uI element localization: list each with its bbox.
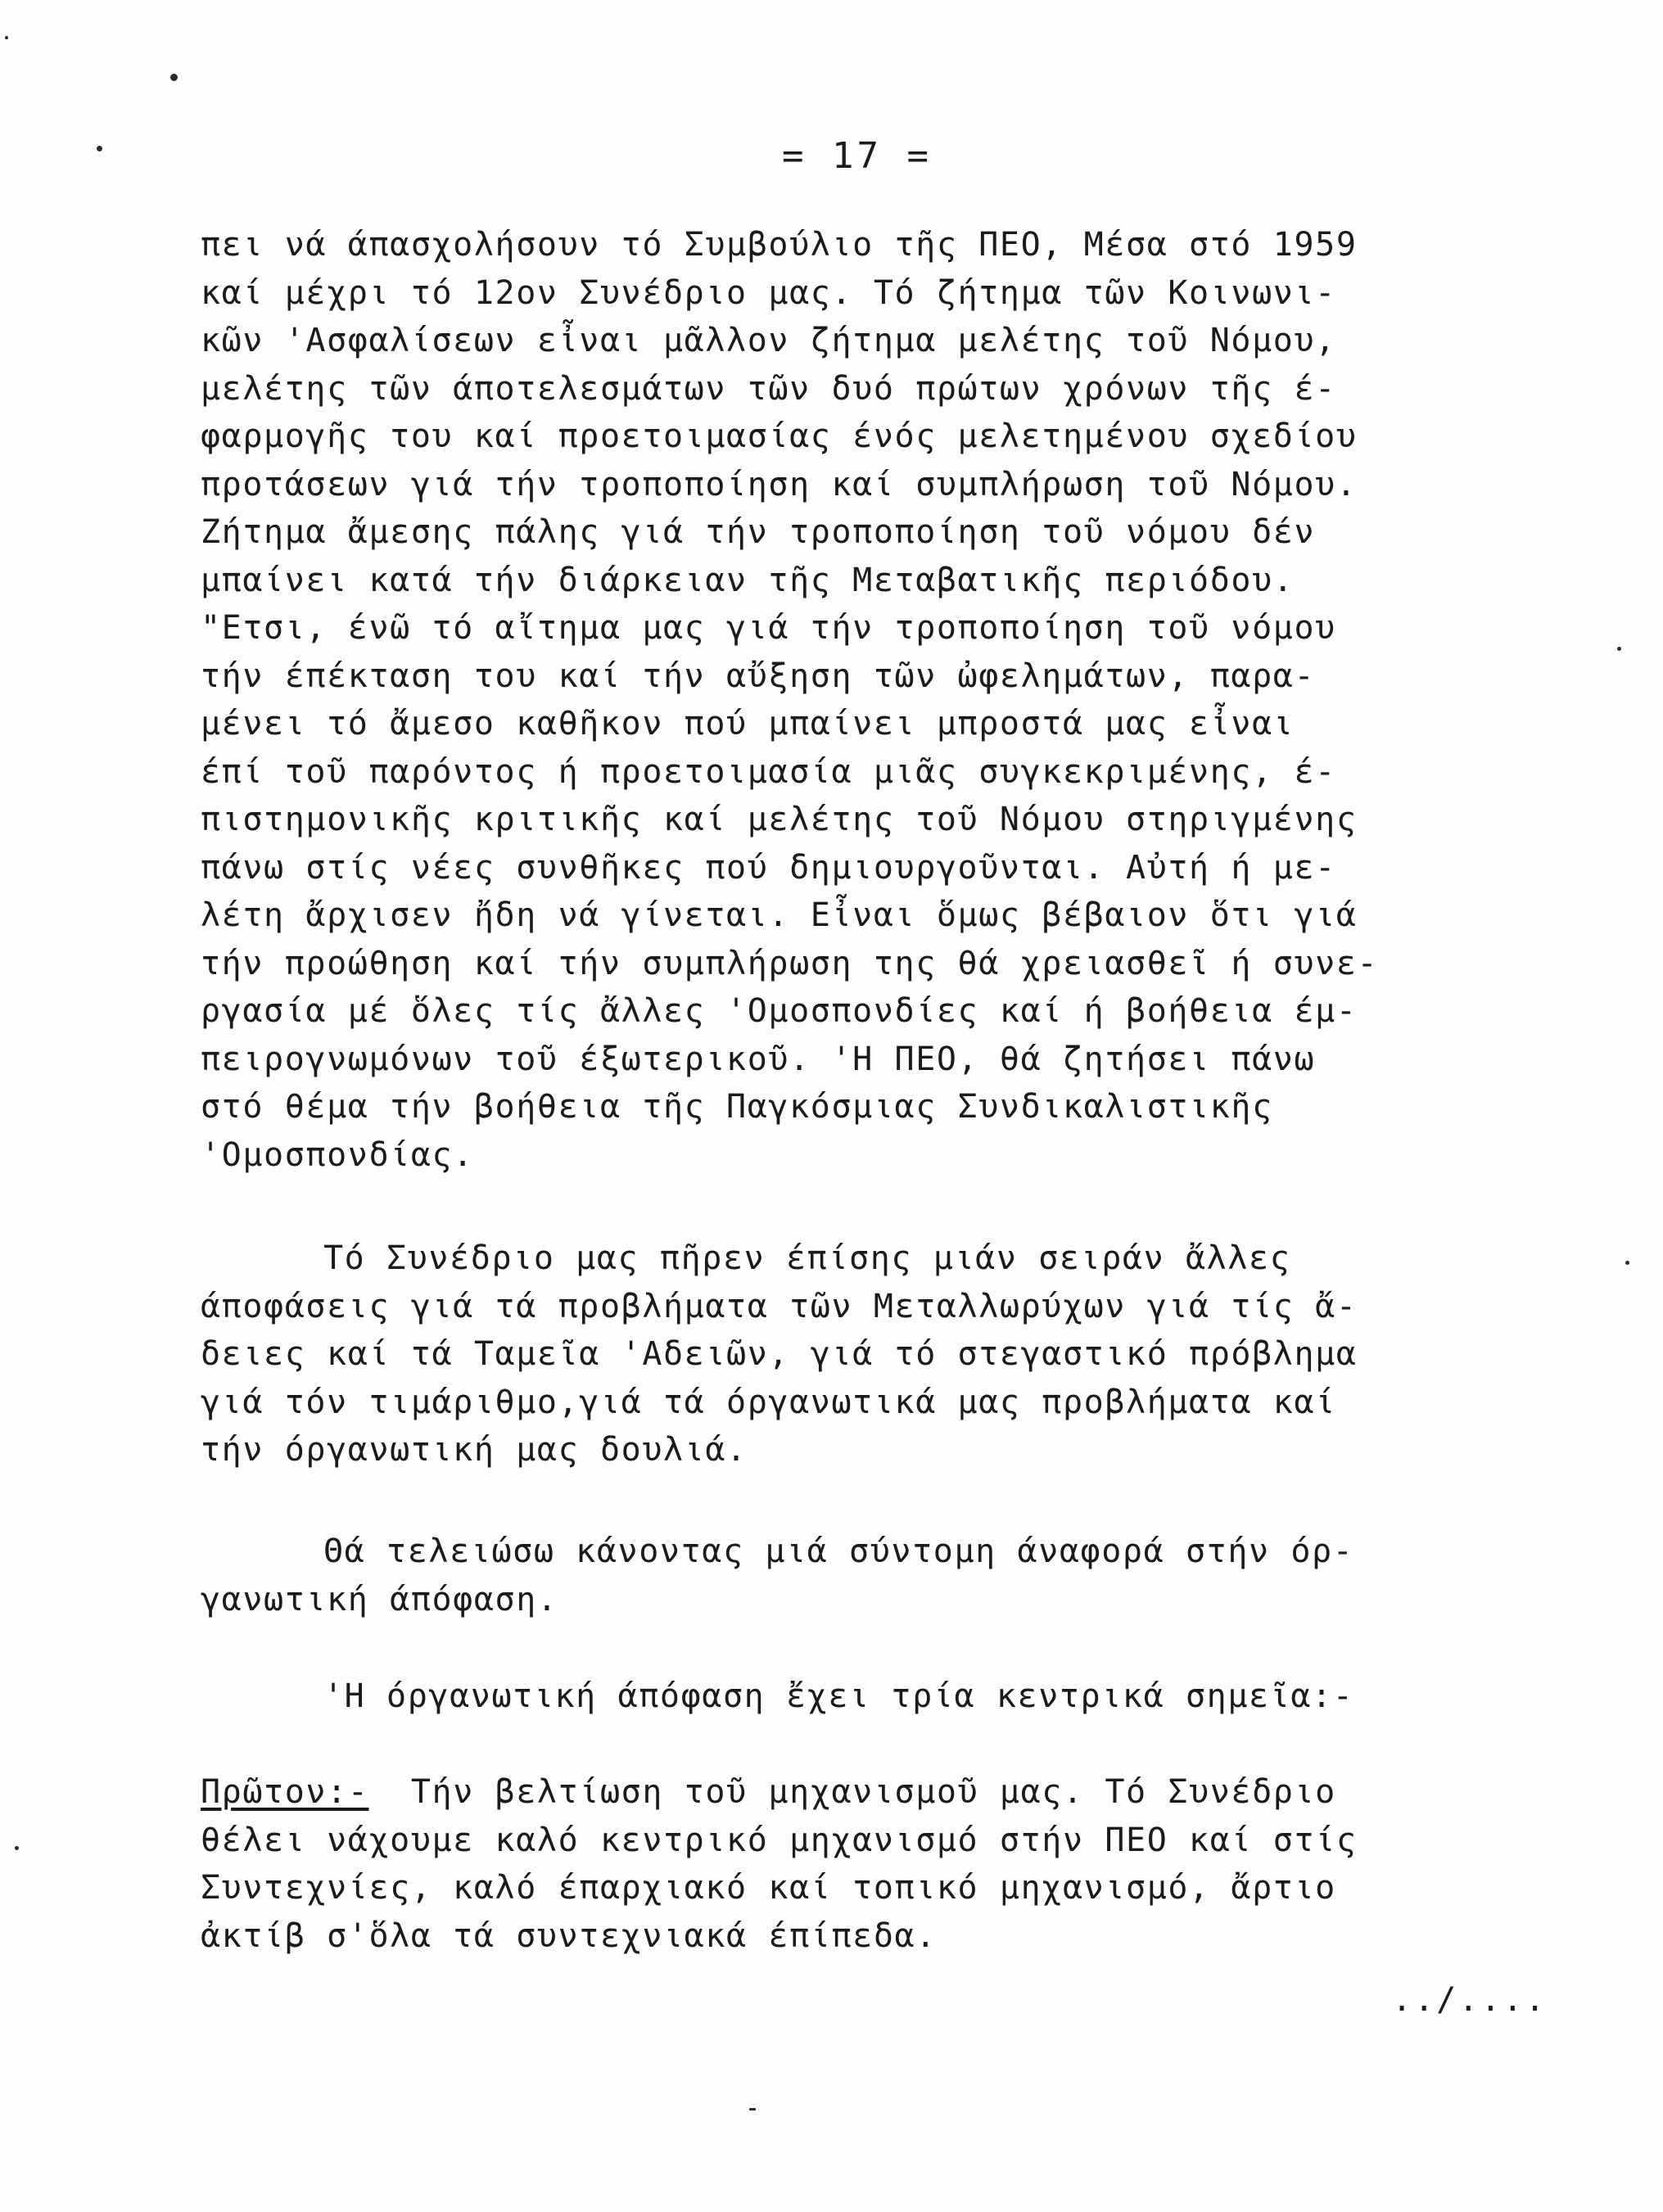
text-line: ργασία μέ ὅλες τίς ἄλλες 'Ομοσπονδίες καί ή βοήθεια έμ- — [201, 992, 1358, 1030]
text-line: καί μέχρι τό 12ον Συνέδριο μας. Τό ζήτημα τῶν Κοινωνι- — [201, 273, 1336, 312]
text-line: μπαίνει κατά τήν διάρκειαν τῆς Μεταβατικῆς περιόδου. — [201, 561, 1295, 599]
text-line: κῶν 'Ασφαλίσεων εἶναι μᾶλλον ζήτημα μελέτης τοῦ Νόμου, — [201, 322, 1336, 359]
text-line — [201, 1768, 1609, 1817]
text-line: πάνω στίς νέες συνθῆκες πού δημιουργοῦνται. Αὐτή ή με- — [201, 848, 1336, 887]
text-line: πει νά άπασχολήσουν τό Συμβούλιο τῆς ΠΕΟ, Μέσα στό 1959 — [201, 226, 1358, 264]
scan-speck — [15, 1846, 19, 1850]
text-line: στό θέμα τήν βοήθεια τῆς Παγκόσμιας Συνδικαλιστικῆς — [201, 1088, 1273, 1126]
text-line: πειρογνωμόνων τοῦ έξωτερικοῦ. 'Η ΠΕΟ, θά ζητήσει πάνω — [201, 1040, 1316, 1078]
text-line-content: Τήν βελτίωση τοῦ μηχανισμοῦ μας. Τό Συνέδριο — [368, 1773, 1336, 1811]
text-line-content: 'Η όργανωτική άπόφαση ἔχει τρία κεντρικά σημεῖα:- — [323, 1677, 1354, 1715]
scan-speck — [1625, 1261, 1629, 1265]
text-line: μένει τό ἄμεσο καθῆκον πού μπαίνει μπροστά μας εἶναι — [201, 705, 1295, 743]
text-line: τήν όργανωτική μας δουλιά. — [201, 1431, 748, 1469]
text-line: λέτη ἄρχισεν ἤδη νά γίνεται. Εἶναι ὅμως βέβαιον ὅτι γιά — [201, 896, 1358, 934]
text-line: Ζήτημα ἄμεσης πάλης γιά τήν τροποποίηση τοῦ νόμου δέν — [201, 513, 1316, 551]
point-label: Πρῶτον:- — [201, 1773, 369, 1811]
text-line: "Ετσι, ένῶ τό αἴτημα μας γιά τήν τροποποίηση τοῦ νόμου — [201, 609, 1336, 647]
text-line — [201, 1528, 1609, 1576]
text-line: προτάσεων γιά τήν τροποποίηση καί συμπλήρωση τοῦ Νόμου. — [201, 465, 1358, 503]
paragraph-first-point — [201, 1768, 1609, 1960]
continuation-mark: ../.... — [1392, 1981, 1548, 2019]
text-line: Συντεχνίες, καλό έπαρχιακό καί τοπικό μηχανισμό, ἄρτιο — [201, 1869, 1336, 1907]
text-line: δειες καί τά Ταμεῖα 'Αδειῶν, γιά τό στεγαστικό πρόβλημα — [201, 1335, 1358, 1373]
text-line: έπί τοῦ παρόντος ή προετοιμασία μιᾶς συγκεκριμένης, έ- — [201, 752, 1336, 791]
text-line: 'Ομοσπονδίας. — [201, 1135, 474, 1174]
page-number: = 17 = — [782, 135, 932, 177]
text-line: μελέτης τῶν άποτελεσμάτων τῶν δυό πρώτων χρόνων τῆς έ- — [201, 369, 1336, 408]
scan-speck — [5, 36, 8, 39]
text-line — [201, 1235, 1609, 1283]
paragraph-social-insurance — [201, 221, 1609, 1179]
scan-speck — [1617, 647, 1621, 651]
text-line: πιστημονικῆς κριτικῆς καί μελέτης τοῦ Νόμου στηριγμένης — [201, 801, 1358, 838]
text-line-content: Θά τελειώσω κάνοντας μιά σύντομη άναφορά στήν όρ- — [323, 1533, 1354, 1570]
text-line: φαρμογῆς του καί προετοιμασίας ένός μελετημένου σχεδίου — [201, 418, 1358, 455]
text-line: γιά τόν τιμάριθμο,γιά τά όργανωτικά μας προβλήματα καί — [201, 1383, 1336, 1421]
paragraph-closing-reference — [201, 1528, 1609, 1623]
scan-speck — [170, 74, 178, 81]
scan-speck — [97, 146, 102, 151]
paragraph-three-points — [201, 1673, 1609, 1721]
text-line — [201, 1673, 1609, 1721]
paragraph-other-decisions — [201, 1235, 1609, 1474]
text-line: τήν προώθηση καί τήν συμπλήρωση της θά χρειασθεῖ ή συνε- — [201, 944, 1379, 982]
text-line: τήν έπέκταση του καί τήν αὔξηση τῶν ὠφελημάτων, παρα- — [201, 657, 1316, 695]
text-line: γανωτική άπόφαση. — [201, 1580, 558, 1618]
text-line: άποφάσεις γιά τά προβλήματα τῶν Μεταλλωρύχων γιά τίς ἄ- — [201, 1287, 1358, 1325]
text-line: θέλει νάχουμε καλό κεντρικό μηχανισμό στήν ΠΕΟ καί στίς — [201, 1821, 1358, 1859]
text-line-content: Τό Συνέδριο μας πῆρεν έπίσης μιάν σειράν ἄλλες — [323, 1239, 1291, 1277]
text-line: ἀκτίβ σ'ὅλα τά συντεχνιακά έπίπεδα. — [201, 1916, 937, 1955]
scan-speck — [749, 2108, 756, 2110]
